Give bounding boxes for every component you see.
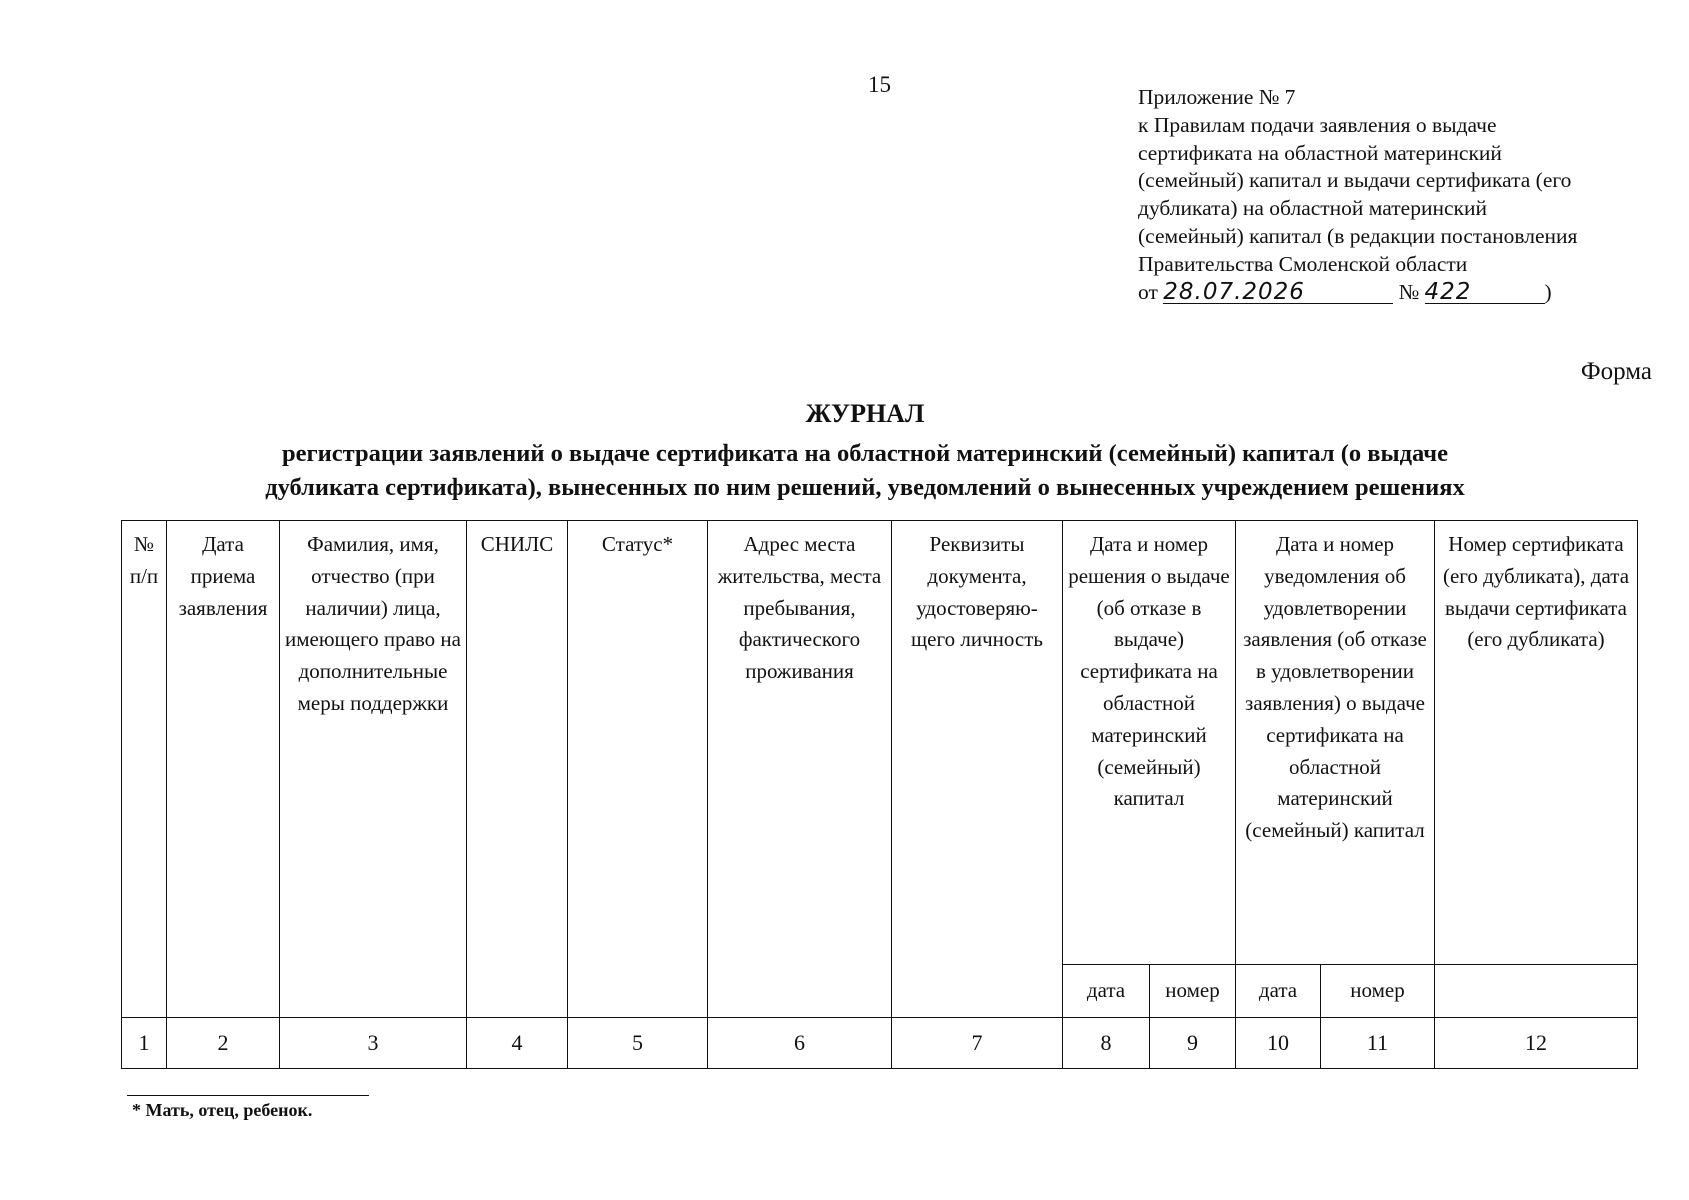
col-header-status: Статус* (568, 521, 708, 1018)
column-number: 3 (280, 1018, 467, 1069)
appendix-date-line (1138, 279, 1636, 307)
col-header-full-name: Фамилия, имя, отчество (при наличии) лица, имеющего право на дополнительные меры поддержки (280, 521, 467, 1018)
subheader-certificate-empty (1435, 965, 1638, 1018)
appendix-block (1138, 84, 1636, 306)
closing-paren: ) (1544, 279, 1552, 304)
form-label: Форма (1580, 358, 1652, 385)
col-header-snils: СНИЛС (467, 521, 568, 1018)
subtitle-line: регистрации заявлений о выдаче сертификата на областной материнский (семейный) капитал (о выдаче (282, 440, 1448, 467)
column-number-row (122, 1018, 1638, 1069)
handwritten-date: 28.07.2026 (1163, 281, 1393, 304)
appendix-line: сертификата на областной материнский (1138, 140, 1502, 165)
column-number: 6 (708, 1018, 892, 1069)
column-number: 1 (122, 1018, 167, 1069)
appendix-line: Правительства Смоленской области (1138, 251, 1468, 276)
footnote: * Мать, отец, ребенок. (132, 1100, 313, 1120)
subheader-notification-date: дата (1236, 965, 1321, 1018)
col-header-address: Адрес места жительства, места пребывания, фактического проживания (708, 521, 892, 1018)
col-header-identity-document: Реквизиты документа, удостоверяю-щего личность (892, 521, 1063, 1018)
document-subtitle (100, 437, 1630, 505)
footnote-divider (127, 1095, 369, 1096)
from-label: от (1138, 279, 1158, 304)
column-number: 9 (1150, 1018, 1236, 1069)
column-number: 8 (1063, 1018, 1150, 1069)
col-header-notification: Дата и номер уведомления об удовлетворении заявления (об отказе в удовлетворении заявления) о выдаче сертификата на областной материнский (семейный) капитал (1236, 521, 1435, 965)
col-header-application-date: Дата приема заявления (167, 521, 280, 1018)
column-number: 10 (1236, 1018, 1321, 1069)
appendix-line: к Правилам подачи заявления о выдаче (1138, 112, 1497, 137)
subtitle-line: дубликата сертификата), вынесенных по ним решений, уведомлений о вынесенных учреждением решениях (265, 474, 1465, 501)
column-number: 12 (1435, 1018, 1638, 1069)
column-number: 2 (167, 1018, 280, 1069)
page-number: 15 (868, 72, 891, 97)
subheader-decision-number: номер (1150, 965, 1236, 1018)
header-row (122, 521, 1638, 965)
col-header-decision: Дата и номер решения о выдаче (об отказе в выдаче) сертификата на областной материнский (семейный) капитал (1063, 521, 1236, 965)
appendix-line: (семейный) капитал и выдачи сертификата (его (1138, 168, 1572, 193)
column-number: 7 (892, 1018, 1063, 1069)
handwritten-number: 422 (1425, 281, 1545, 304)
column-number: 5 (568, 1018, 708, 1069)
appendix-line: дубликата) на областной материнский (1138, 196, 1487, 221)
subheader-decision-date: дата (1063, 965, 1150, 1018)
col-header-certificate: Номер сертификата (его дубликата), дата выдачи сертификата (его дубликата) (1435, 521, 1638, 965)
col-header-number: № п/п (122, 521, 167, 1018)
subheader-notification-number: номер (1321, 965, 1435, 1018)
column-number: 4 (467, 1018, 568, 1069)
journal-table (121, 520, 1638, 1069)
number-label: № (1398, 279, 1420, 304)
appendix-line: (семейный) капитал (в редакции постановления (1138, 223, 1578, 248)
document-title: ЖУРНАЛ (805, 399, 925, 428)
appendix-title: Приложение № 7 (1138, 85, 1296, 109)
column-number: 11 (1321, 1018, 1435, 1069)
